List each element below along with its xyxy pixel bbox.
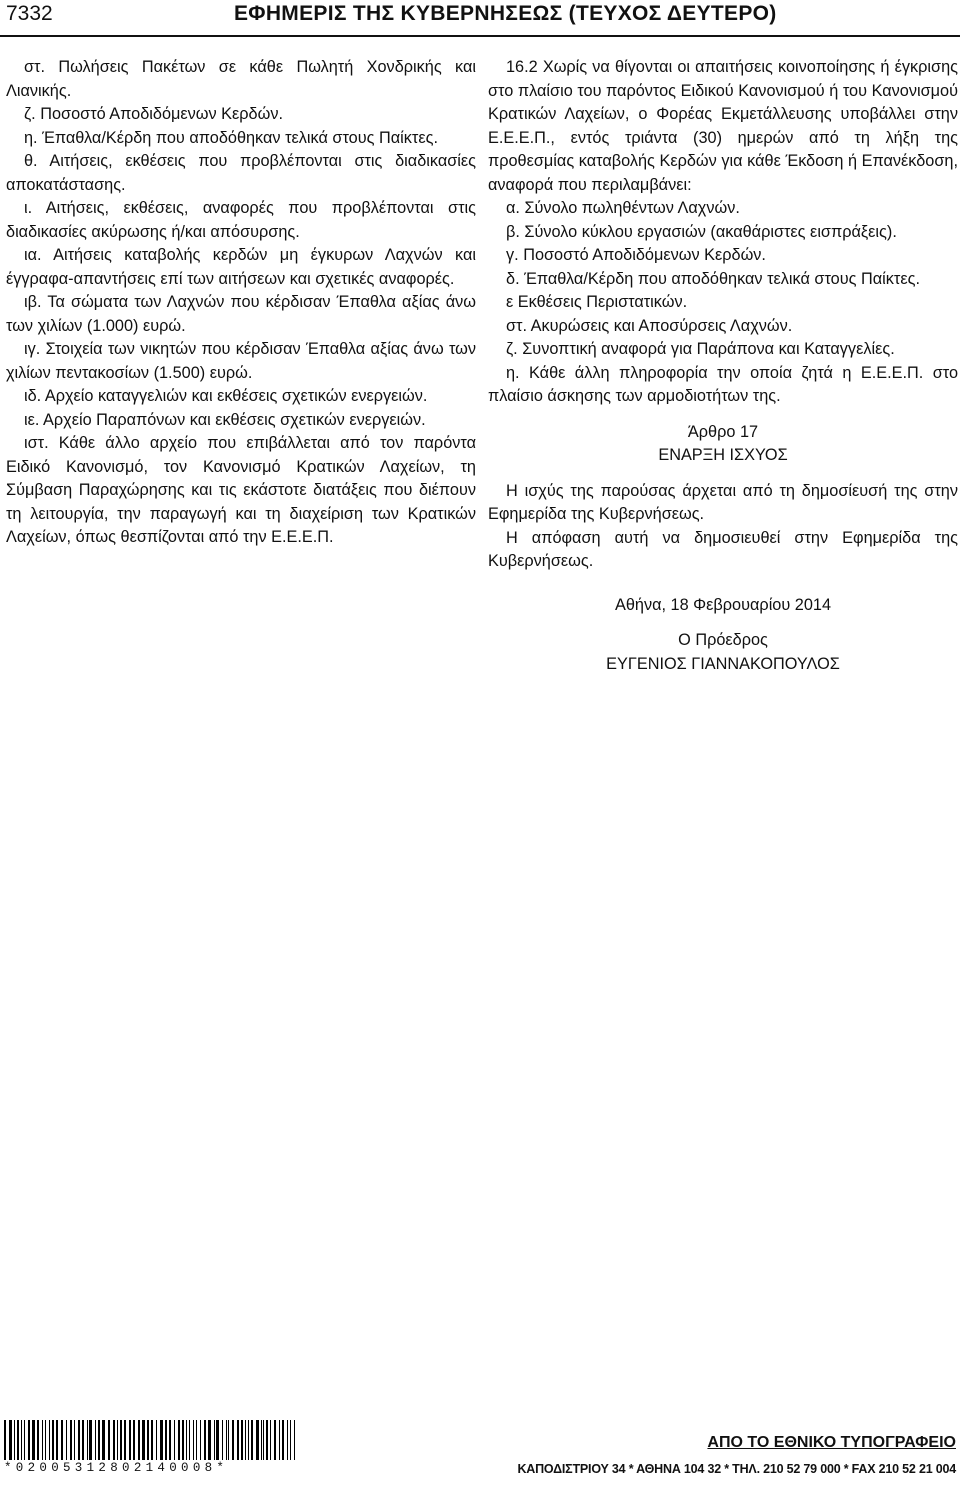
barcode-bar <box>196 1420 197 1460</box>
publisher-name: ΑΠΟ ΤΟ ΕΘΝΙΚΟ ΤΥΠΟΓΡΑΦΕΙΟ <box>707 1434 956 1451</box>
barcode-bar <box>270 1420 271 1460</box>
list-item: ζ. Συνοπτική αναφορά για Παράπονα και Καταγγελίες. <box>506 340 895 358</box>
signer-role: Ο Πρόεδρος <box>678 631 768 649</box>
barcode-bar <box>256 1420 258 1460</box>
barcode-bar <box>186 1420 187 1460</box>
article-paragraph: Η ισχύς της παρούσας άρχεται από τη δημοσίευσή της στην Εφημερίδα της Κυβερνήσεως. <box>488 481 958 523</box>
barcode <box>4 1420 296 1475</box>
barcode-bar <box>169 1420 171 1460</box>
barcode-bar <box>102 1420 104 1460</box>
barcode-bar <box>138 1420 140 1460</box>
barcode-bar <box>9 1420 11 1460</box>
header-divider <box>0 35 960 37</box>
barcode-bar <box>214 1420 215 1460</box>
barcode-bar <box>294 1420 295 1460</box>
barcode-bar <box>216 1420 218 1460</box>
list-item: ιστ. Κάθε άλλο αρχείο που επιβάλλεται από τον παρόντα Ειδικό Κανονισμό, τον Κανονισμό Κρατικών Λαχείων, τη Σύμβαση Παραχώρησης και τις εκάστοτε διατάξεις που διέπουν τη λειτουργία, την παραγωγή και τη διαχείριση των Κρατικών Λαχείων, όπως θεσπίζονται από την Ε.Ε.Ε.Π. <box>6 434 476 546</box>
list-item: ια. Αιτήσεις καταβολής κερδών μη έγκυρων Λαχνών και έγγραφα-απαντήσεις επί των αιτήσεων και σχετικές αναφορές. <box>6 246 476 288</box>
barcode-bar <box>45 1420 46 1460</box>
barcode-bar <box>32 1420 34 1460</box>
barcode-bar <box>232 1420 234 1460</box>
list-item: β. Σύνολο κύκλου εργασιών (ακαθάριστες εισπράξεις). <box>506 222 897 241</box>
barcode-bar <box>290 1420 291 1460</box>
article-number: Άρθρο 17 <box>687 422 759 441</box>
list-item: ιγ. Στοιχεία των νικητών που κέρδισαν Έπαθλα αξίας άνω των χιλίων πεντακοσίων (1.500) ευρώ. <box>6 340 476 382</box>
barcode-bar <box>263 1420 264 1460</box>
page-header <box>0 0 960 36</box>
page-number: 7332 <box>6 2 53 25</box>
list-item: στ. Πωλήσεις Πακέτων σε κάθε Πωλητή Χονδρικής και Λιανικής. <box>6 58 476 100</box>
barcode-bar <box>78 1420 80 1460</box>
barcode-bar <box>61 1420 63 1460</box>
barcode-bar <box>147 1420 149 1460</box>
barcode-bar <box>95 1420 97 1460</box>
barcode-bar <box>165 1420 167 1460</box>
barcode-bar <box>24 1420 25 1460</box>
barcode-bar <box>56 1420 58 1460</box>
barcode-bar <box>287 1420 289 1460</box>
intro-paragraph: 16.2 Χωρίς να θίγονται οι απαιτήσεις κοινοποίησης ή έγκρισης στο πλαίσιο του παρόντος Ειδικού Κανονισμού ή του Κανονισμού Κρατικών Λαχείων, ο Φορέας Εκμετάλλευσης υποβάλλει στην Ε.Ε.Ε.Π., εντός τριάντα (30) ημερών από τη λήξη της προθεσμίας καταβολής Κερδών για κάθε Έκδοση ή Επανέκδοση, αναφορά που περιλαμβάνει: <box>488 58 958 194</box>
list-item: α. Σύνολο πωληθέντων Λαχνών. <box>506 199 740 217</box>
barcode-bar <box>98 1420 100 1460</box>
publisher-address: ΚΑΠΟΔΙΣΤΡΙΟΥ 34 * ΑΘΗΝΑ 104 32 * ΤΗΛ. 210 52 79 000 * FAX 210 52 21 004 <box>517 1462 956 1476</box>
list-item: ζ. Ποσοστό Αποδιδόμενων Κερδών. <box>24 105 283 123</box>
barcode-bar <box>245 1420 246 1460</box>
barcode-bar <box>28 1420 30 1460</box>
article-paragraph: Η απόφαση αυτή να δημοσιευθεί στην Εφημερίδα της Κυβερνήσεως. <box>488 528 958 570</box>
barcode-bar <box>200 1420 202 1460</box>
list-item: ιδ. Αρχείο καταγγελιών και εκθέσεις σχετικών ενεργειών. <box>24 387 428 405</box>
barcode-bar <box>4 1420 6 1460</box>
barcode-bar <box>160 1420 162 1460</box>
barcode-bar <box>261 1420 262 1460</box>
barcode-bar <box>108 1420 110 1460</box>
barcode-bar <box>37 1420 39 1460</box>
barcode-bar <box>17 1420 19 1460</box>
barcode-bar <box>248 1420 249 1460</box>
barcode-bar <box>42 1420 43 1460</box>
barcode-bar <box>241 1420 243 1460</box>
barcode-bar <box>151 1420 153 1460</box>
barcode-bar <box>282 1420 284 1460</box>
list-item: η. Έπαθλα/Κέρδη που αποδόθηκαν τελικά στους Παίκτες. <box>24 128 438 147</box>
left-column <box>6 56 476 550</box>
list-item: ι. Αιτήσεις, εκθέσεις, αναφορές που προβλέπονται στις διαδικασίες ακύρωσης ή/και απόσυρσης. <box>6 199 476 241</box>
barcode-bar <box>117 1420 119 1460</box>
barcode-bar <box>142 1420 144 1460</box>
barcode-bar <box>133 1420 135 1460</box>
barcode-bar <box>113 1420 115 1460</box>
barcode-bar <box>251 1420 253 1460</box>
barcode-bar <box>274 1420 276 1460</box>
place-date: Αθήνα, 18 Φεβρουαρίου 2014 <box>614 595 832 614</box>
barcode-bar <box>87 1420 88 1460</box>
barcode-bar <box>222 1420 223 1460</box>
barcode-bar <box>49 1420 51 1460</box>
barcode-bar <box>14 1420 15 1460</box>
barcode-bar <box>120 1420 122 1460</box>
barcode-bar <box>204 1420 206 1460</box>
barcode-bar <box>189 1420 191 1460</box>
barcode-bar <box>174 1420 175 1460</box>
barcode-bar <box>74 1420 76 1460</box>
barcode-bar <box>66 1420 67 1460</box>
list-item: ιβ. Τα σώματα των Λαχνών που κέρδισαν Έπαθλα αξίας άνω των χιλίων (1.000) ευρώ. <box>6 293 476 335</box>
barcode-bar <box>70 1420 72 1460</box>
list-item: δ. Έπαθλα/Κέρδη που αποδόθηκαν τελικά στους Παίκτες. <box>506 269 920 288</box>
signer-name: ΕΥΓΕΝΙΟΣ ΓΙΑΝΝΑΚΟΠΟΥΛΟΣ <box>606 654 840 673</box>
barcode-bar <box>182 1420 184 1460</box>
list-item: γ. Ποσοστό Αποδιδόμενων Κερδών. <box>506 246 766 264</box>
barcode-bar <box>156 1420 158 1460</box>
barcode-bar <box>21 1420 22 1460</box>
list-item: ιε. Αρχείο Παραπόνων και εκθέσεις σχετικών ενεργειών. <box>24 410 426 429</box>
list-item: η. Κάθε άλλη πληροφορία την οποία ζητά η Ε.Ε.Ε.Π. στο πλαίσιο άσκησης των αρμοδιοτήτων της. <box>488 363 958 405</box>
barcode-bar <box>228 1420 229 1460</box>
right-column <box>488 56 958 676</box>
barcode-bar <box>226 1420 227 1460</box>
article-title: ΕΝΑΡΞΗ ΙΣΧΥΟΣ <box>658 446 788 464</box>
list-item: στ. Ακυρώσεις και Αποσύρσεις Λαχνών. <box>506 316 793 335</box>
barcode-number: *02005312802140008* <box>4 1461 229 1475</box>
barcode-bar <box>208 1420 210 1460</box>
barcode-bar <box>279 1420 280 1460</box>
barcode-bar <box>178 1420 180 1460</box>
barcode-bars <box>4 1420 296 1460</box>
barcode-bar <box>193 1420 194 1460</box>
barcode-bar <box>237 1420 239 1460</box>
list-item: ε Εκθέσεις Περιστατικών. <box>506 293 688 311</box>
barcode-bar <box>52 1420 54 1460</box>
gazette-title: ΕΦΗΜΕΡΙΣ ΤΗΣ ΚΥΒΕΡΝΗΣΕΩΣ (ΤΕΥΧΟΣ ΔΕΥΤΕΡΟ) <box>234 2 777 25</box>
barcode-bar <box>124 1420 126 1460</box>
barcode-bar <box>129 1420 131 1460</box>
barcode-bar <box>266 1420 268 1460</box>
barcode-bar <box>82 1420 84 1460</box>
list-item: θ. Αιτήσεις, εκθέσεις που προβλέπονται στις διαδικασίες αποκατάστασης. <box>6 152 476 194</box>
barcode-bar <box>89 1420 91 1460</box>
